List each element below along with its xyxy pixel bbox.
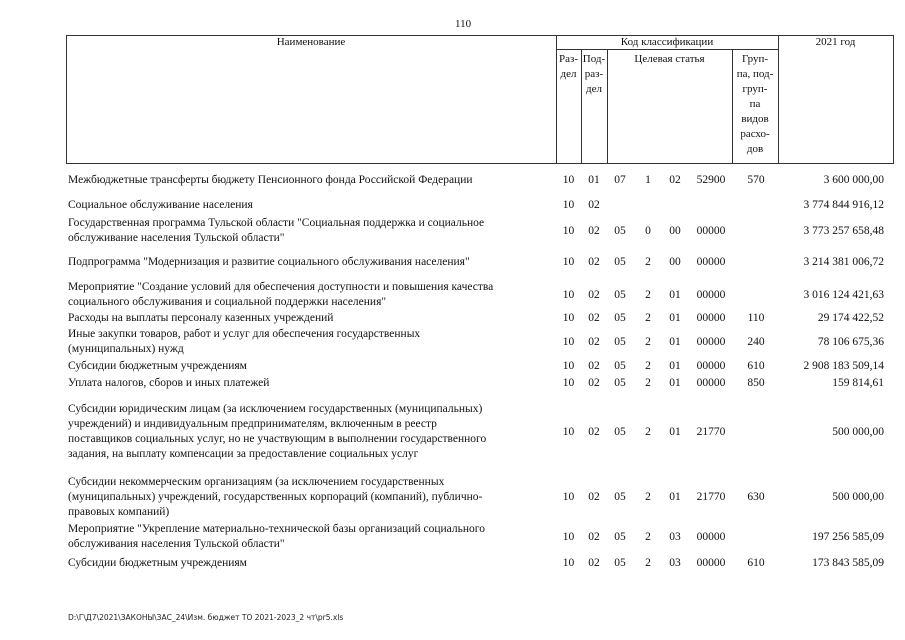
cell-podrazdel: 02 (588, 312, 600, 324)
cell-podrazdel: 02 (588, 225, 600, 237)
cell-cs2: 1 (645, 174, 651, 186)
cell-cs2: 2 (645, 289, 651, 301)
header-year-divider (778, 35, 779, 164)
table-row (0, 376, 905, 391)
cell-cs2: 2 (645, 557, 651, 569)
cell-amount: 159 814,61 (832, 377, 884, 389)
row-name-line: правовых компаний) (68, 506, 170, 518)
cell-cs2: 2 (645, 360, 651, 372)
cell-razdel: 10 (562, 174, 575, 186)
cell-cs3: 03 (669, 531, 681, 543)
cell-cs4: 00000 (696, 557, 726, 569)
cell-amount: 500 000,00 (832, 491, 884, 503)
table-row (0, 173, 905, 188)
cell-vr: 850 (747, 377, 765, 389)
cell-amount: 3 214 381 006,72 (803, 256, 884, 268)
cell-cs1: 05 (614, 312, 626, 324)
cell-podrazdel: 02 (588, 491, 600, 503)
header-target-article: Целевая статья (634, 53, 705, 65)
cell-cs4: 21770 (696, 491, 726, 503)
row-name-line: (муниципальных) нужд (68, 343, 184, 355)
cell-razdel: 10 (562, 336, 575, 348)
row-name (68, 280, 550, 310)
cell-cs1: 07 (614, 174, 626, 186)
cell-amount: 500 000,00 (832, 426, 884, 438)
cell-cs4: 00000 (696, 289, 726, 301)
header-section: Раз- дел (558, 53, 578, 80)
header-subsection: Под- раз- дел (582, 53, 606, 95)
cell-vr: 630 (747, 491, 765, 503)
cell-cs4: 00000 (696, 377, 726, 389)
cell-cs1: 05 (614, 336, 626, 348)
row-name (68, 556, 550, 571)
cell-cs2: 2 (645, 491, 651, 503)
cell-cs3: 01 (669, 426, 681, 438)
row-name-line: Межбюджетные трансферты бюджету Пенсионного фонда Российской Федерации (68, 174, 473, 186)
row-name (68, 198, 550, 213)
cell-amount: 3 600 000,00 (823, 174, 884, 186)
cell-cs3: 01 (669, 312, 681, 324)
cell-vr: 610 (747, 557, 765, 569)
cell-cs1: 05 (614, 225, 626, 237)
table-row (0, 402, 905, 462)
row-name-line: обслуживания населения Тульской области" (68, 538, 285, 550)
header-right-border (893, 35, 894, 164)
cell-cs3: 01 (669, 360, 681, 372)
cell-podrazdel: 01 (588, 174, 600, 186)
cell-amount: 3 016 124 421,63 (803, 289, 884, 301)
row-name (68, 255, 550, 270)
cell-amount: 3 773 257 658,48 (803, 225, 884, 237)
cell-vr: 570 (747, 174, 765, 186)
cell-cs2: 2 (645, 377, 651, 389)
row-name (68, 359, 550, 374)
cell-cs1: 05 (614, 557, 626, 569)
cell-cs1: 05 (614, 491, 626, 503)
file-path: D:\Г\Д7\2021\ЗАКОНЫ\ЗАС_24\Изм. бюджет ТО 2021-2023_2 чт\pr5.xls (68, 613, 344, 622)
cell-amount: 197 256 585,09 (812, 531, 884, 543)
cell-razdel: 10 (562, 557, 575, 569)
cell-cs1: 05 (614, 377, 626, 389)
cell-cs2: 2 (645, 426, 651, 438)
row-name-line: Субсидии юридическим лицам (за исключением государственных (муниципальных) (68, 403, 483, 415)
row-name (68, 475, 550, 520)
header-left-border (66, 35, 67, 164)
cell-cs3: 00 (669, 225, 681, 237)
row-name-line: (муниципальных) учреждений, государственных корпораций (компаний), публично- (68, 491, 483, 503)
page-number: 110 (455, 18, 472, 30)
row-name (68, 216, 550, 246)
cell-razdel: 10 (562, 426, 575, 438)
cell-cs3: 01 (669, 377, 681, 389)
cell-amount: 78 106 675,36 (817, 336, 884, 348)
table-row (0, 311, 905, 326)
cell-cs2: 2 (645, 531, 651, 543)
cell-podrazdel: 02 (588, 426, 600, 438)
cell-cs3: 01 (669, 336, 681, 348)
cell-cs3: 03 (669, 557, 681, 569)
cell-podrazdel: 02 (588, 336, 600, 348)
cell-cs4: 00000 (696, 256, 726, 268)
cell-razdel: 10 (562, 377, 575, 389)
header-group: Груп- па, под- груп- па видов расхо- дов (736, 53, 774, 155)
cell-cs4: 00000 (696, 336, 726, 348)
cell-razdel: 10 (562, 360, 575, 372)
header-bottom-border (66, 163, 894, 164)
cell-podrazdel: 02 (588, 377, 600, 389)
cell-cs3: 01 (669, 491, 681, 503)
cell-cs2: 0 (645, 225, 651, 237)
cell-podrazdel: 02 (588, 360, 600, 372)
cell-podrazdel: 02 (588, 289, 600, 301)
row-name-line: поставщиков социальных услуг, но не участвующим в выполнении государственного (68, 433, 487, 445)
cell-amount: 2 908 183 509,14 (803, 360, 884, 372)
table-row (0, 359, 905, 374)
row-name-line: учреждений) и индивидуальным предпринимателям, включенным в реестр (68, 418, 437, 430)
row-name (68, 173, 550, 188)
cell-cs4: 00000 (696, 360, 726, 372)
row-name-line: Субсидии бюджетным учреждениям (68, 360, 247, 372)
cell-amount: 29 174 422,52 (817, 312, 884, 324)
row-name (68, 376, 550, 391)
cell-vr: 610 (747, 360, 765, 372)
cell-razdel: 10 (562, 312, 575, 324)
cell-cs1: 05 (614, 531, 626, 543)
row-name (68, 311, 550, 326)
row-name-line: Уплата налогов, сборов и иных платежей (68, 377, 270, 389)
table-row (0, 556, 905, 571)
cell-cs3: 01 (669, 289, 681, 301)
cell-vr: 110 (747, 312, 765, 324)
cell-cs2: 2 (645, 312, 651, 324)
table-row (0, 255, 905, 270)
cell-cs2: 2 (645, 256, 651, 268)
cell-amount: 173 843 585,09 (812, 557, 884, 569)
row-name-line: Мероприятие "Создание условий для обеспечения доступности и повышения качества (68, 281, 494, 293)
row-name-line: Подпрограмма "Модернизация и развитие социального обслуживания населения" (68, 256, 470, 268)
row-name-line: Социальное обслуживание населения (68, 199, 253, 211)
header-name: Наименование (276, 36, 346, 48)
row-name-line: Расходы на выплаты персоналу казенных учреждений (68, 312, 334, 324)
cell-vr: 240 (747, 336, 765, 348)
cell-cs1: 05 (614, 256, 626, 268)
row-name-line: Субсидии некоммерческим организациям (за исключением государственных (68, 476, 445, 488)
cell-cs4: 52900 (696, 174, 726, 186)
row-name-line: Иные закупки товаров, работ и услуг для обеспечения государственных (68, 328, 421, 340)
row-name-line: Субсидии бюджетным учреждениям (68, 557, 247, 569)
cell-cs2: 2 (645, 336, 651, 348)
row-name-line: Мероприятие "Укрепление материально-технической базы организаций социального (68, 523, 485, 535)
row-name (68, 327, 550, 357)
cell-podrazdel: 02 (588, 531, 600, 543)
cell-razdel: 10 (562, 225, 575, 237)
table-row (0, 327, 905, 357)
cell-razdel: 10 (562, 289, 575, 301)
cell-razdel: 10 (562, 256, 575, 268)
row-name-line: Государственная программа Тульской области "Социальная поддержка и социальное (68, 217, 485, 229)
cell-cs1: 05 (614, 289, 626, 301)
cell-amount: 3 774 844 916,12 (803, 199, 884, 211)
cell-cs1: 05 (614, 426, 626, 438)
cell-cs4: 00000 (696, 225, 726, 237)
cell-cs4: 00000 (696, 312, 726, 324)
table-row (0, 280, 905, 310)
cell-cs3: 00 (669, 256, 681, 268)
row-name-line: обслуживание населения Тульской области" (68, 232, 285, 244)
cell-cs1: 05 (614, 360, 626, 372)
cell-razdel: 10 (562, 491, 575, 503)
header-year: 2021 год (815, 36, 856, 48)
header-classification: Код классификации (620, 36, 714, 48)
cell-cs4: 21770 (696, 426, 726, 438)
cell-podrazdel: 02 (588, 557, 600, 569)
cell-cs3: 02 (669, 174, 681, 186)
table-row (0, 522, 905, 552)
cell-razdel: 10 (562, 199, 575, 211)
cell-razdel: 10 (562, 531, 575, 543)
table-row (0, 475, 905, 520)
table-row (0, 216, 905, 246)
cell-podrazdel: 02 (588, 256, 600, 268)
cell-podrazdel: 02 (588, 199, 600, 211)
row-name-line: социального обслуживания и социальной поддержки населения" (68, 296, 387, 308)
cell-cs4: 00000 (696, 531, 726, 543)
table-row (0, 198, 905, 213)
row-name (68, 402, 550, 462)
row-name-line: задания, на выплату компенсации за предоставление социальных услуг (68, 448, 419, 460)
row-name (68, 522, 550, 552)
